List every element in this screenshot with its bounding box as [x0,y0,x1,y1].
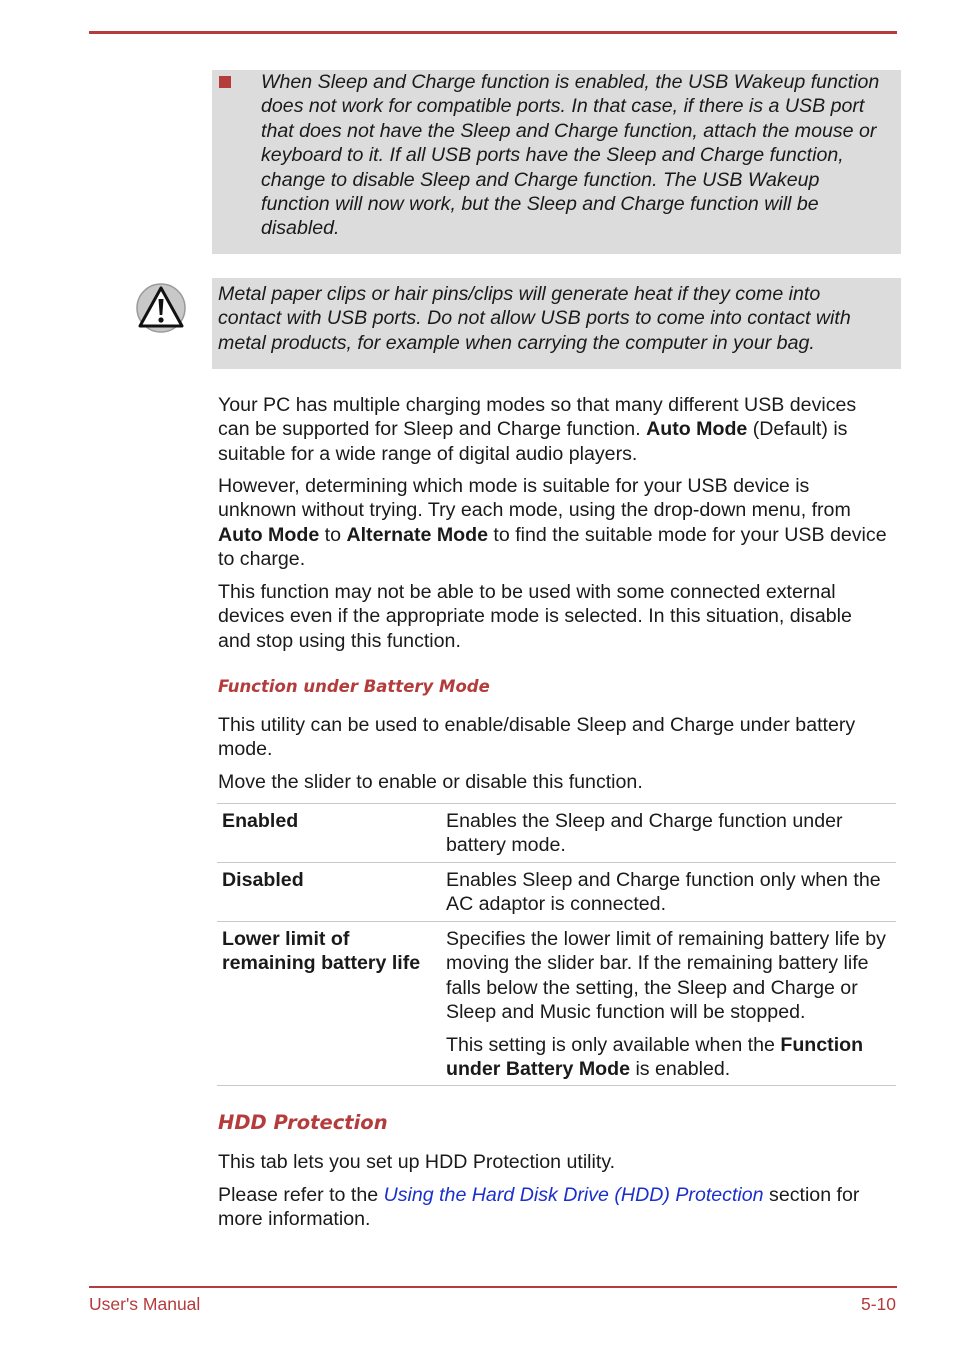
warning-box [212,278,901,369]
table-term: Enabled [222,810,299,832]
warning-triangle-icon [135,282,187,334]
intro-p1-text-end: (Default) is suitable for a wide range of digital audio players. [218,418,848,465]
footer-manual-title: User's Manual [89,1294,201,1314]
intro-paragraph-1 [218,393,890,466]
intro-p2-text: However, determining which mode is suitable for your USB device is unknown without trying. Try each mode, using the drop-down menu, from [218,475,851,522]
table-note-text-end: is enabled. [630,1058,731,1081]
table-row [217,922,896,1086]
alternate-mode-term: Alternate Mode [346,523,488,546]
table-row [217,804,896,863]
note-text: When Sleep and Charge function is enabled, the USB Wakeup function does not work for compatible ports. In that case, if there is a USB port that does not have the Sleep and Charge function, attach the mouse or keyboard to it. If all USB ports have the Sleep and Charge function, change to disable Sleep and Charge function. The USB Wakeup function will now work, but the Sleep and Charge function will be disabled. [261,71,880,240]
header-rule [89,31,897,34]
table-row [217,863,896,922]
intro-paragraph-3: This function may not be able to be used with some connected external devices even if the appropriate mode is selected. In this situation, disable and stop using this function. [218,581,852,652]
hdd-paragraph-1: This tab lets you set up HDD Protection utility. [218,1151,616,1173]
intro-p2-text-end: to find the suitable mode for your USB device to charge. [218,523,887,571]
intro-p2-to: to [319,523,347,546]
table-term: Lower limit of remaining battery life [222,928,421,975]
footer-page-number: 5-10 [860,1294,896,1314]
hdd-protection-link[interactable]: Using the Hard Disk Drive (HDD) Protection [383,1184,764,1206]
note-box [212,70,901,254]
battery-paragraph-2: Move the slider to enable or disable this function. [218,771,643,793]
table-description-text: Enables the Sleep and Charge function under battery mode. [446,810,843,857]
auto-mode-term: Auto Mode [218,523,320,546]
table-note-text: This setting is only available when the [446,1033,781,1056]
table-description-note [446,1033,891,1082]
table-description-text: Specifies the lower limit of remaining battery life by moving the slider bar. If the remaining battery life falls below the setting, the Sleep and Charge or Sleep and Music function will be stopped. [446,928,886,1024]
intro-p1-text: Your PC has multiple charging modes so that many different USB devices can be supported for Sleep and Charge function. [218,394,857,441]
auto-mode-term: Auto Mode [646,418,748,441]
table-description [446,868,891,925]
hdd-paragraph-2 [218,1183,890,1232]
table-description [446,809,891,866]
note-bullet-icon [219,76,231,88]
warning-text: Metal paper clips or hair pins/clips will generate heat if they come into contact with USB ports. Do not allow USB ports to come into contact with metal products, for example when carrying the computer in your bag. [218,283,851,354]
table-term: Disabled [222,869,304,891]
hdd-p2-text-end: section for more information. [218,1184,860,1231]
battery-paragraph-1: This utility can be used to enable/disable Sleep and Charge under battery mode. [218,714,856,761]
footer-rule [89,1286,897,1288]
table-description [446,927,891,1089]
hdd-protection-heading: HDD Protection [218,1111,388,1134]
function-under-battery-mode-term: Function under Battery Mode [446,1033,864,1081]
hdd-p2-text: Please refer to the [218,1184,384,1206]
intro-paragraph-2 [218,474,890,572]
settings-table [217,803,896,1086]
table-description-text: Enables Sleep and Charge function only when the AC adaptor is connected. [446,869,881,916]
battery-mode-heading: Function under Battery Mode [218,677,490,696]
